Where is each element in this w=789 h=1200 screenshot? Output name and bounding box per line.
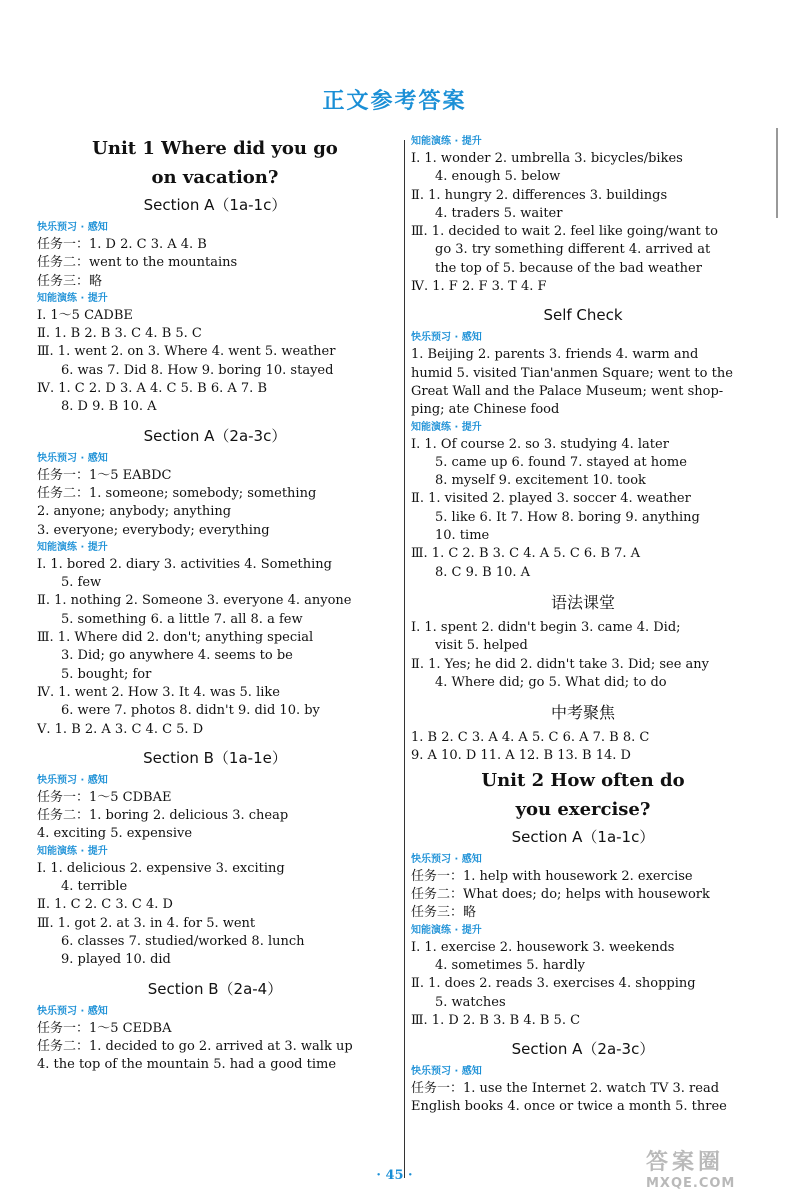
answer-line: 4. exciting 5. expensive [37, 826, 193, 842]
section-heading: 中考聚焦 [550, 703, 615, 723]
right-column [411, 134, 755, 1117]
task-tag: 知能演练 · 提升 [37, 845, 108, 857]
answer-line: Ⅳ. 1. went 2. How 3. It 4. was 5. like [37, 684, 280, 700]
task-tag: 快乐预习 · 感知 [411, 853, 482, 865]
answer-line: Ⅰ. 1. wonder 2. umbrella 3. bicycles/bikes [411, 151, 683, 166]
spacer [37, 417, 393, 423]
answer-line: Ⅲ. 1. went 2. on 3. Where 4. went 5. weather [37, 344, 336, 360]
answer-line: Ⅲ. 1. decided to wait 2. feel like going/want to [411, 224, 718, 240]
answer-line: 4. sometimes 5. hardly [435, 957, 585, 973]
answer-line: 5. few [61, 575, 102, 591]
answer-line: 6. were 7. photos 8. didn't 9. did 10. by [61, 703, 320, 719]
answer-line: 5. like 6. It 7. How 8. boring 9. anything [435, 509, 700, 525]
answer-line: Ⅱ. 1. nothing 2. Someone 3. everyone 4. anyone [37, 593, 352, 609]
answer-line: Ⅱ. 1. does 2. reads 3. exercises 4. shopping [411, 976, 696, 992]
task-tag: 快乐预习 · 感知 [37, 774, 108, 786]
section-heading: Section A（2a-3c） [511, 1040, 655, 1059]
answer-line: Ⅲ. 1. C 2. B 3. C 4. A 5. C 6. B 7. A [411, 546, 641, 562]
watermark-url: MXQE.COM [646, 1176, 736, 1191]
column-divider [404, 140, 405, 1178]
answer-line: 5. something 6. a little 7. all 8. a few [61, 611, 303, 627]
section-heading: Section B（1a-1e） [143, 748, 287, 767]
answer-line: 任务一：1. use the Internet 2. watch TV 3. read [411, 1081, 720, 1097]
section-heading: Section A（1a-1c） [143, 196, 287, 214]
task-tag: 知能演练 · 提升 [411, 421, 482, 433]
answer-line: 8. D 9. B 10. A [61, 399, 157, 415]
answer-line: 3. Did; go anywhere 4. seems to be [61, 648, 293, 664]
unit-heading: you exercise? [515, 798, 651, 820]
answer-line: Ⅴ. 1. B 2. A 3. C 4. C 5. D [37, 721, 204, 737]
answer-line: go 3. try something different 4. arrived at [435, 242, 711, 258]
page-title: 正文参考答案 [322, 88, 467, 114]
answer-line: 任务二：What does; do; helps with housework [411, 887, 710, 903]
page-edge-mark [776, 128, 789, 218]
section-heading: Section B（2a-4） [147, 979, 283, 998]
answer-line: Ⅱ. 1. C 2. C 3. C 4. D [37, 897, 173, 913]
task-tag: 快乐预习 · 感知 [37, 452, 108, 464]
unit-heading: Unit 1 Where did you go [92, 138, 338, 159]
answer-line: 5. bought; for [61, 666, 152, 682]
answer-line: 6. was 7. Did 8. How 9. boring 10. stayed [61, 362, 334, 378]
task-tag: 快乐预习 · 感知 [411, 1066, 482, 1078]
page-number: · 45 · [376, 1168, 413, 1183]
answer-line: 4. terrible [61, 879, 128, 895]
answer-line: 任务二：went to the mountains [37, 255, 238, 271]
answer-line: Ⅰ. 1. Of course 2. so 3. studying 4. later [411, 436, 669, 452]
task-tag: 知能演练 · 提升 [411, 924, 482, 936]
answer-line: Ⅰ. 1. spent 2. didn't begin 3. came 4. Did; [411, 619, 681, 635]
answer-line: 10. time [435, 528, 490, 544]
task-tag: 知能演练 · 提升 [37, 292, 108, 304]
answer-line: Ⅱ. 1. Yes; he did 2. didn't take 3. Did; see any [411, 656, 710, 672]
task-tag: 快乐预习 · 感知 [411, 332, 482, 344]
spacer [411, 692, 755, 698]
spacer [411, 1030, 755, 1036]
answer-line: 6. classes 7. studied/worked 8. lunch [61, 933, 305, 949]
answer-line: 2. anyone; anybody; anything [37, 504, 232, 520]
answer-line: 5. came up 6. found 7. stayed at home [435, 454, 687, 470]
section-heading: Self Check [543, 306, 623, 325]
watermark-text: 答案圈 [646, 1150, 725, 1175]
answer-line: Ⅰ. 1. bored 2. diary 3. activities 4. Something [37, 556, 332, 572]
answer-line: 4. enough 5. below [435, 169, 561, 185]
answer-line: 9. A 10. D 11. A 12. B 13. B 14. D [411, 748, 631, 764]
left-column [37, 134, 393, 1074]
spacer [411, 296, 755, 302]
section-heading: 语法课堂 [550, 592, 615, 612]
answer-line: Ⅲ. 1. got 2. at 3. in 4. for 5. went [37, 915, 256, 931]
task-tag: 快乐预习 · 感知 [37, 222, 108, 233]
answer-line: Ⅱ. 1. visited 2. played 3. soccer 4. weather [411, 491, 691, 507]
answer-line: 8. C 9. B 10. A [435, 564, 531, 580]
answer-line: English books 4. once or twice a month 5. three [411, 1099, 727, 1115]
answer-line: Ⅱ. 1. hungry 2. differences 3. buildings [411, 187, 668, 203]
answer-line: 任务二：1. someone; somebody; something [37, 485, 317, 501]
answer-line: 4. the top of the mountain 5. had a good time [37, 1057, 337, 1073]
answer-line: 任务三：略 [411, 905, 477, 921]
answer-line: Ⅱ. 1. B 2. B 3. C 4. B 5. C [37, 326, 202, 342]
answer-line: 4. traders 5. waiter [435, 205, 563, 221]
answer-line: Ⅳ. 1. C 2. D 3. A 4. C 5. B 6. A 7. B [37, 381, 267, 397]
answer-line: 任务一：1～5 EABDC [37, 467, 172, 483]
spacer [411, 582, 755, 588]
unit-heading: Unit 2 How often do [481, 769, 685, 791]
answer-line: 9. played 10. did [61, 952, 171, 968]
answer-line: Great Wall and the Palace Museum; went shop- [411, 383, 724, 399]
answer-line: 3. everyone; everybody; everything [37, 522, 270, 538]
answer-line: visit 5. helped [435, 638, 528, 654]
answer-line: 8. myself 9. excitement 10. took [435, 473, 646, 489]
answer-line: Ⅳ. 1. F 2. F 3. T 4. F [411, 279, 547, 295]
answer-line: 1. Beijing 2. parents 3. friends 4. warm and [411, 347, 699, 363]
unit-heading: on vacation? [151, 167, 279, 188]
answer-line: Ⅲ. 1. Where did 2. don't; anything special [37, 630, 314, 646]
section-heading: Section A（1a-1c） [511, 827, 655, 846]
answer-line: humid 5. visited Tian'anmen Square; went to the [411, 365, 733, 381]
spacer [37, 739, 393, 745]
answer-line: Ⅰ. 1. exercise 2. housework 3. weekends [411, 939, 675, 955]
task-tag: 知能演练 · 提升 [411, 136, 482, 147]
answer-line: Ⅲ. 1. D 2. B 3. B 4. B 5. C [411, 1012, 581, 1028]
answer-line: 5. watches [435, 994, 506, 1010]
answer-line: 任务三：略 [37, 273, 103, 289]
watermark-logo [646, 1150, 786, 1198]
answer-line: 4. Where did; go 5. What did; to do [435, 674, 667, 690]
answer-line: the top of 5. because of the bad weather [435, 260, 702, 276]
section-heading: Section A（2a-3c） [143, 426, 287, 445]
spacer [37, 970, 393, 976]
answer-line: Ⅰ. 1. delicious 2. expensive 3. exciting [37, 860, 285, 876]
task-tag: 快乐预习 · 感知 [37, 1005, 108, 1017]
answer-line: 任务一：1～5 CEDBA [37, 1020, 172, 1036]
answer-line: Ⅰ. 1～5 CADBE [37, 307, 133, 323]
answer-line: ping; ate Chinese food [411, 402, 560, 418]
answer-line: 任务二：1. boring 2. delicious 3. cheap [37, 808, 289, 824]
answer-line: 1. B 2. C 3. A 4. A 5. C 6. A 7. B 8. C [411, 730, 650, 746]
task-tag: 知能演练 · 提升 [37, 541, 108, 553]
answer-line: 任务一：1～5 CDBAE [37, 789, 172, 805]
answer-line: 任务一：1. D 2. C 3. A 4. B [37, 237, 207, 252]
answer-line: 任务一：1. help with housework 2. exercise [411, 868, 693, 884]
answer-line: 任务二：1. decided to go 2. arrived at 3. walk up [37, 1038, 353, 1054]
